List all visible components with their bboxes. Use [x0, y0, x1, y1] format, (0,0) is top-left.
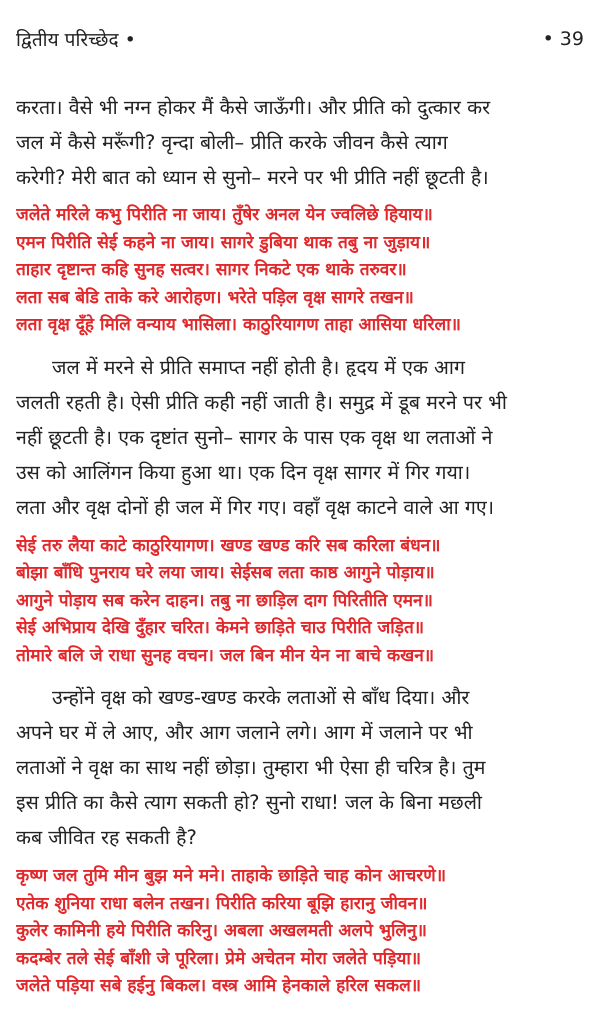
- verse-line: सेई तरु लैया काटे काठुरियागण। खण्ड खण्ड करि सब करिला बंधन॥: [16, 535, 441, 556]
- verse-line: एमन पिरीति सेई कहने ना जाय। सागरे डुबिया थाक तबु ना जुड़ाय॥: [16, 232, 431, 253]
- chapter-title: द्वितीय परिच्छेद •: [16, 29, 136, 51]
- verse-line: कृष्ण जल तुमि मीन बुझ मने मने। ताहाके छाड़िते चाह कोन आचरणे॥: [16, 866, 447, 886]
- text-line: लता और वृक्ष दोनों ही जल में गिर गए। वहाँ वृक्ष काटने वाले आ गए।: [16, 495, 495, 519]
- verse-line: कदम्बेर तले सेई बाँशी जे पूरिला। प्रेमे अचेतन मोरा जलेते पड़िया॥: [16, 948, 422, 969]
- text-line: जल में मरने से प्रीति समाप्त नहीं होती है। हृदय में एक आग: [52, 355, 465, 379]
- verse-line: लता वृक्ष दूँहे मिलि वन्याय भासिला। काठुरियागण ताहा आसिया धरिला॥: [16, 315, 461, 335]
- verse-line: बोझा बाँधि पुनराय घरे लया जाय। सेईसब लता काष्ठ आगुने पोड़ाय॥: [16, 563, 435, 583]
- verse-block-3: [16, 863, 586, 1001]
- paragraph-2: [16, 350, 586, 525]
- text-line: उन्होंने वृक्ष को खण्ड-खण्ड करके लताओं से बाँध दिया। और: [52, 686, 470, 709]
- verse-block-2: [16, 533, 586, 671]
- verse-line: कुलेर कामिनी हये पिरीति करिनु। अबला अखलमती अलपे भुलिनु॥: [16, 921, 427, 941]
- verse-line: जलेते पड़िया सबे हईनु बिकल। वस्त्र आमि हेनकाले हरिल सकल॥: [16, 976, 422, 996]
- text-line: लताओं ने वृक्ष का साथ नहीं छोड़ा। तुम्हारा भी ऐसा ही चरित्र है। तुम: [16, 756, 486, 779]
- text-line: नहीं छूटती है। एक दृष्टांत सुनो– सागर के पास एक वृक्ष था लताओं ने: [16, 425, 493, 449]
- page-body: [16, 90, 586, 1016]
- verse-line: लता सब बेडि ताके करे आरोहण। भरेते पड़िल वृक्ष सागरे तखन॥: [16, 287, 414, 308]
- text-line: इस प्रीति का कैसे त्याग सकती हो? सुनो राधा! जल के बिना मछली: [16, 791, 482, 814]
- text-line: जलती रहती है। ऐसी प्रीति कही नहीं जाती है। समुद्र में डूब मरने पर भी: [16, 390, 507, 414]
- text-line: करेगी? मेरी बात को ध्यान से सुनो– मरने पर भी प्रीति नहीं छूटती है।: [16, 166, 489, 189]
- verse-block-1: [16, 202, 586, 340]
- paragraph-1: [16, 90, 586, 195]
- paragraph-3: [16, 680, 586, 855]
- text-line: जल में कैसे मरूँगी? वृन्दा बोली– प्रीति करके जीवन कैसे त्याग: [16, 131, 448, 154]
- text-line: कब जीवित रह सकती है?: [16, 826, 197, 849]
- verse-line: तोमारे बलि जे राधा सुनह वचन। जल बिन मीन येन ना बाचे कखन॥: [16, 645, 435, 666]
- text-line: उस को आलिंगन किया हुआ था। एक दिन वृक्ष सागर में गिर गया।: [16, 460, 471, 484]
- text-line: करता। वैसे भी नग्न होकर मैं कैसे जाऊँगी। और प्रीति को दुत्कार कर: [16, 96, 491, 119]
- verse-line: ताहार दृष्टान्त कहि सुनह सत्वर। सागर निकटे एक थाके तरुवर॥: [16, 260, 407, 280]
- verse-line: सेई अभिप्राय देखि दुँहार चरित। केमने छाड़िते चाउ पिरीति जड़ित॥: [16, 618, 425, 638]
- page-header: [16, 22, 584, 56]
- text-line: अपने घर में ले आए, और आग जलाने लगे। आग में जलाने पर भी: [16, 721, 473, 744]
- verse-line: आगुने पोड़ाय सब करेन दाहन। तबु ना छाड़िल दाग पिरितीति एमन॥: [16, 590, 433, 611]
- verse-line: एतेक शुनिया राधा बलेन तखन। पिरीति करिया बूझि हारानु जीवन॥: [16, 893, 428, 914]
- verse-line: जलेते मरिले कभु पिरीति ना जाय। तुँषेर अनल येन ज्वलिछे हियाय॥: [16, 205, 433, 225]
- page-number: • 39: [542, 28, 584, 50]
